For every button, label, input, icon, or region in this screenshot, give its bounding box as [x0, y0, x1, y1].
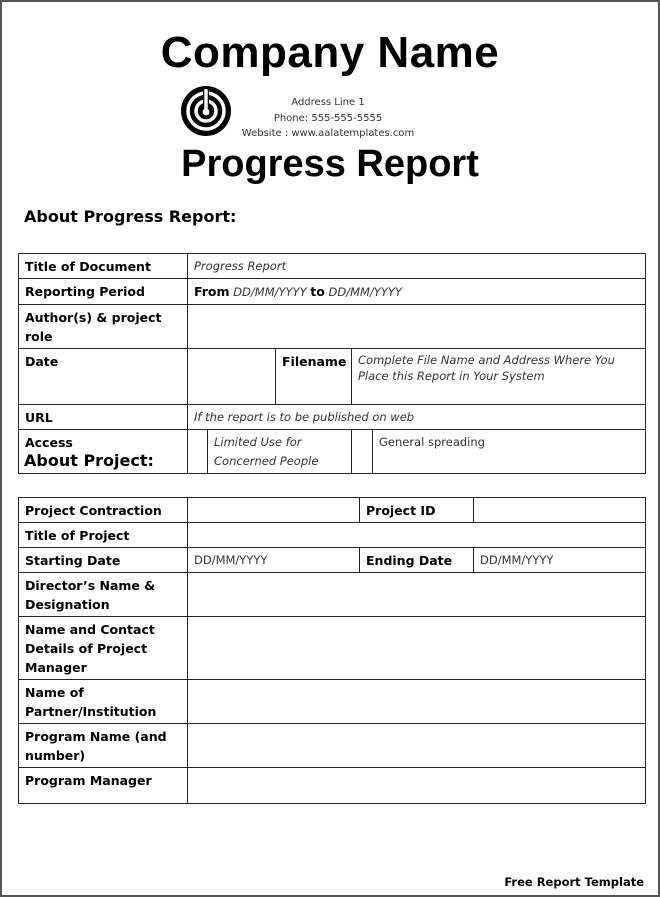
- project-table: [18, 497, 646, 804]
- partner-institution-label: Name of Partner/Institution: [19, 680, 188, 724]
- url-label: URL: [19, 405, 188, 430]
- table-row: [19, 305, 646, 349]
- table-row: [19, 498, 646, 523]
- table-row: [19, 724, 646, 768]
- title-of-project-value[interactable]: [188, 523, 646, 548]
- table-row: [19, 768, 646, 804]
- period-from-text: From: [194, 284, 230, 299]
- company-name: Company Name: [160, 28, 500, 77]
- address-line: Address Line 1: [291, 97, 365, 108]
- url-value[interactable]: If the report is to be published on web: [188, 405, 646, 430]
- starting-date-value[interactable]: DD/MM/YYYY: [188, 548, 360, 573]
- access-option-limited: Limited Use for Concerned People: [208, 430, 352, 474]
- period-end-date: DD/MM/YYYY: [328, 285, 402, 299]
- access-label: Access: [19, 430, 188, 474]
- section-heading-progress-report: About Progress Report:: [24, 207, 237, 226]
- author-role-value[interactable]: [188, 305, 646, 349]
- program-manager-label: Program Manager: [19, 768, 188, 804]
- project-manager-contact-value[interactable]: [188, 617, 646, 680]
- table-row: [19, 254, 646, 279]
- project-id-label: Project ID: [360, 498, 474, 523]
- date-label: Date: [19, 349, 188, 405]
- table-row: [19, 548, 646, 573]
- title-of-document-value[interactable]: Progress Report: [188, 254, 646, 279]
- circular-emblem-icon: [180, 85, 232, 137]
- filename-label: Filename: [276, 349, 352, 405]
- table-row: [19, 523, 646, 548]
- address-block: [238, 95, 418, 142]
- table-row: [19, 617, 646, 680]
- project-contraction-value[interactable]: [188, 498, 360, 523]
- date-value[interactable]: [188, 349, 276, 405]
- director-value[interactable]: [188, 573, 646, 617]
- progress-report-table: [18, 253, 646, 474]
- table-row: [19, 405, 646, 430]
- program-name-value[interactable]: [188, 724, 646, 768]
- access-checkbox-general[interactable]: [352, 430, 373, 474]
- table-row: [19, 680, 646, 724]
- table-row: [19, 573, 646, 617]
- reporting-period-label: Reporting Period: [19, 279, 188, 305]
- program-manager-value[interactable]: [188, 768, 646, 804]
- project-manager-contact-label: Name and Contact Details of Project Manager: [19, 617, 188, 680]
- period-to-text: to: [310, 284, 325, 299]
- starting-date-label: Starting Date: [19, 548, 188, 573]
- period-start-date: DD/MM/YYYY: [233, 285, 307, 299]
- title-of-document-label: Title of Document: [19, 254, 188, 279]
- director-label: Director’s Name & Designation: [19, 573, 188, 617]
- ending-date-label: Ending Date: [360, 548, 474, 573]
- project-contraction-label: Project Contraction: [19, 498, 188, 523]
- website-line: Website : www.aalatemplates.com: [241, 128, 415, 139]
- table-row: [19, 279, 646, 305]
- program-name-label: Program Name (and number): [19, 724, 188, 768]
- access-option-general: General spreading: [373, 430, 646, 474]
- table-row: [19, 349, 646, 405]
- ending-date-value[interactable]: DD/MM/YYYY: [474, 548, 646, 573]
- report-title: Progress Report: [181, 143, 479, 185]
- footer-caption: Free Report Template: [504, 875, 644, 889]
- phone-line: Phone: 555-555-5555: [273, 112, 383, 124]
- title-of-project-label: Title of Project: [19, 523, 188, 548]
- access-checkbox-limited[interactable]: [188, 430, 208, 474]
- project-id-value[interactable]: [474, 498, 646, 523]
- section-heading-project: About Project:: [24, 451, 154, 470]
- partner-institution-value[interactable]: [188, 680, 646, 724]
- reporting-period-value[interactable]: [188, 279, 646, 305]
- author-role-label: Author(s) & project role: [19, 305, 188, 349]
- filename-value[interactable]: Complete File Name and Address Where You Place this Report in Your System: [352, 349, 646, 405]
